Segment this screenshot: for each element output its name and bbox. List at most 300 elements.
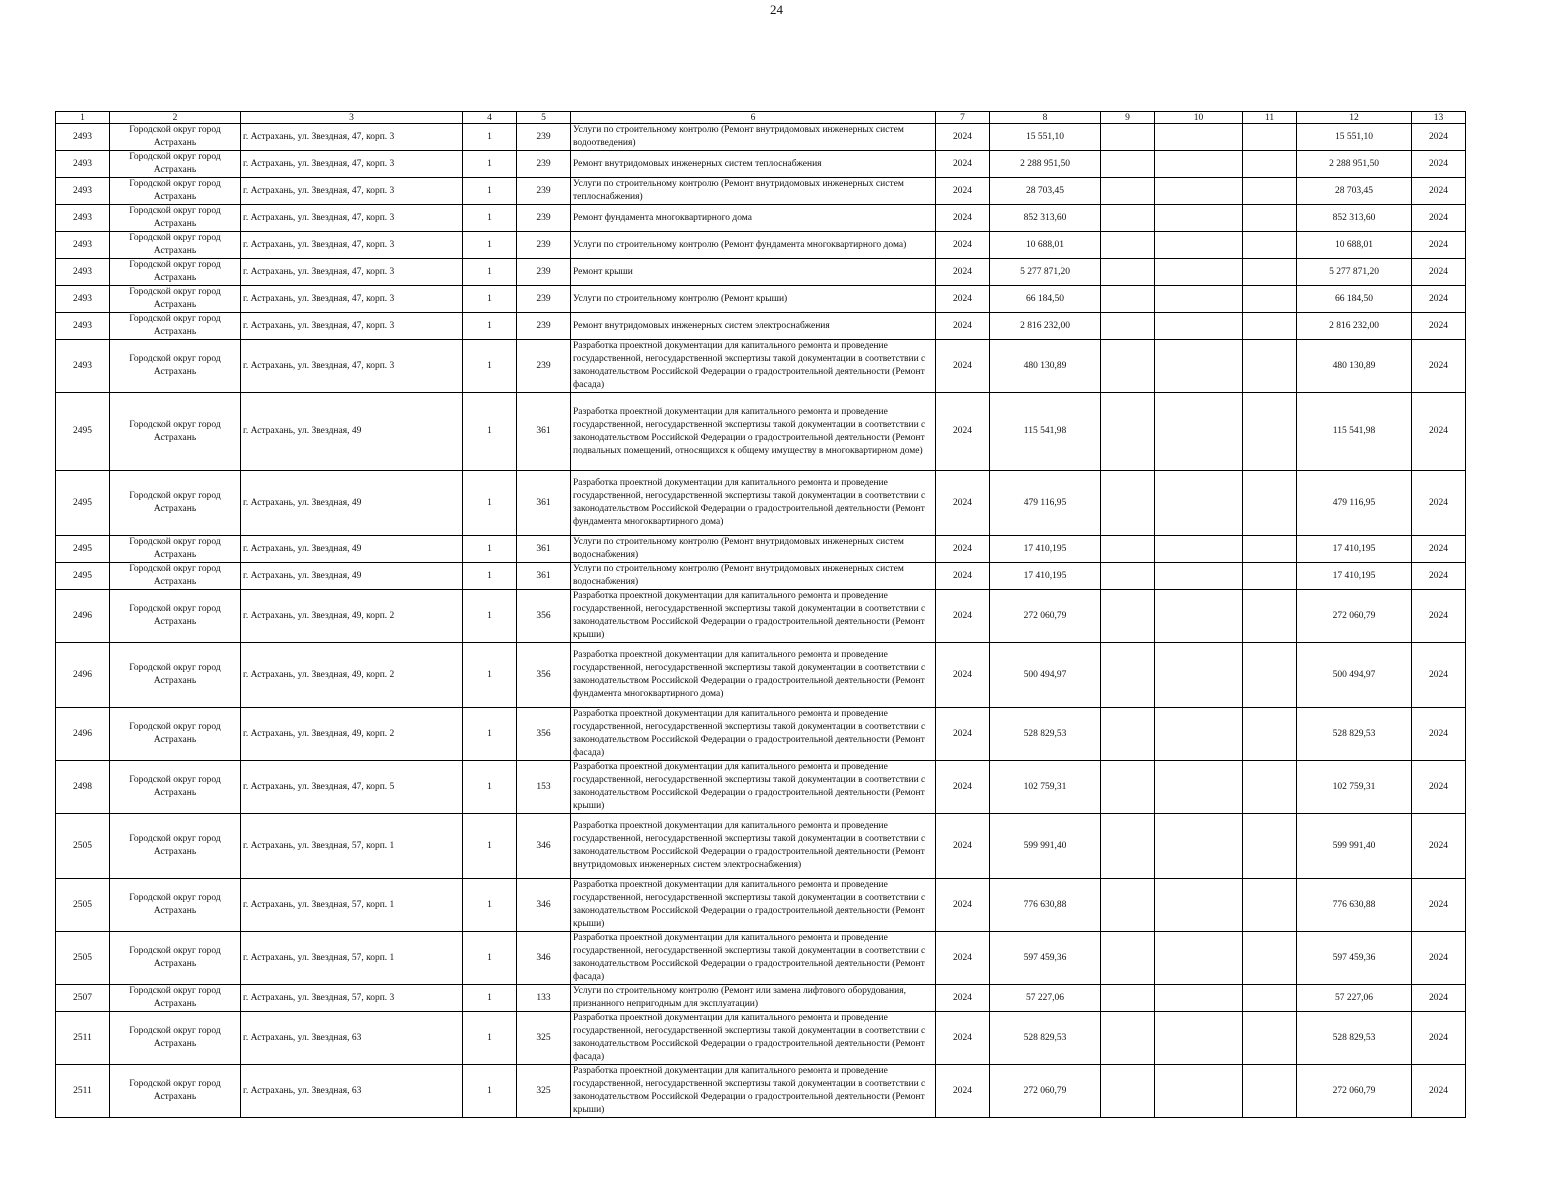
table-row: [56, 124, 1466, 151]
cell-col10: [1155, 563, 1243, 590]
cell-municipality: Городской округ город Астрахань: [110, 259, 241, 286]
cell-col9: [1101, 932, 1155, 985]
cell-municipality: Городской округ город Астрахань: [110, 932, 241, 985]
cell-col12: 17 410,195: [1297, 563, 1412, 590]
cell-number: 2505: [56, 879, 110, 932]
cell-cost: 597 459,36: [990, 932, 1101, 985]
cell-col10: [1155, 393, 1243, 471]
cell-col4: 1: [463, 985, 517, 1012]
table-row: [56, 1012, 1466, 1065]
cell-col9: [1101, 708, 1155, 761]
cell-col13: 2024: [1412, 536, 1466, 563]
cell-address: г. Астрахань, ул. Звездная, 47, корп. 3: [241, 124, 463, 151]
cell-col9: [1101, 643, 1155, 708]
cell-col9: [1101, 205, 1155, 232]
cell-number: 2498: [56, 761, 110, 814]
cell-year: 2024: [936, 643, 990, 708]
cell-col9: [1101, 313, 1155, 340]
column-header: 4: [463, 112, 517, 124]
cell-col10: [1155, 313, 1243, 340]
cell-number: 2495: [56, 471, 110, 536]
cell-col13: 2024: [1412, 178, 1466, 205]
cell-col12: 10 688,01: [1297, 232, 1412, 259]
cell-col11: [1243, 340, 1297, 393]
cell-municipality: Городской округ город Астрахань: [110, 1012, 241, 1065]
cell-col11: [1243, 393, 1297, 471]
cell-col11: [1243, 178, 1297, 205]
cell-col10: [1155, 643, 1243, 708]
cell-col12: 272 060,79: [1297, 1065, 1412, 1118]
cell-address: г. Астрахань, ул. Звездная, 63: [241, 1065, 463, 1118]
cell-col5: 356: [517, 643, 571, 708]
cell-cost: 17 410,195: [990, 563, 1101, 590]
cell-municipality: Городской округ город Астрахань: [110, 232, 241, 259]
column-header: 2: [110, 112, 241, 124]
cell-cost: 272 060,79: [990, 1065, 1101, 1118]
cell-col5: 239: [517, 124, 571, 151]
cell-col10: [1155, 151, 1243, 178]
cell-col12: 500 494,97: [1297, 643, 1412, 708]
cell-col11: [1243, 313, 1297, 340]
cell-municipality: Городской округ город Астрахань: [110, 205, 241, 232]
cell-col10: [1155, 879, 1243, 932]
cell-municipality: Городской округ город Астрахань: [110, 536, 241, 563]
cell-work-type: Разработка проектной документации для капитального ремонта и проведение государственной, негосударственной экспертизы такой документации в соответствии с законодательством Российской Федерации о градостроительной деятельности (Ремонт фасада): [571, 340, 936, 393]
cell-col10: [1155, 932, 1243, 985]
cell-municipality: Городской округ город Астрахань: [110, 178, 241, 205]
cell-col5: 239: [517, 151, 571, 178]
cell-col4: 1: [463, 536, 517, 563]
cell-year: 2024: [936, 932, 990, 985]
cell-work-type: Услуги по строительному контролю (Ремонт внутридомовых инженерных систем водоотведения): [571, 124, 936, 151]
cell-col9: [1101, 761, 1155, 814]
cell-municipality: Городской округ город Астрахань: [110, 563, 241, 590]
cell-col12: 28 703,45: [1297, 178, 1412, 205]
cell-year: 2024: [936, 151, 990, 178]
cell-work-type: Ремонт крыши: [571, 259, 936, 286]
cell-number: 2507: [56, 985, 110, 1012]
cell-col10: [1155, 1065, 1243, 1118]
cell-municipality: Городской округ город Астрахань: [110, 151, 241, 178]
cell-municipality: Городской округ город Астрахань: [110, 393, 241, 471]
cell-cost: 102 759,31: [990, 761, 1101, 814]
cell-cost: 528 829,53: [990, 708, 1101, 761]
table-row: [56, 1065, 1466, 1118]
cell-year: 2024: [936, 563, 990, 590]
cell-work-type: Услуги по строительному контролю (Ремонт внутридомовых инженерных систем теплоснабжения): [571, 178, 936, 205]
cell-col12: 2 288 951,50: [1297, 151, 1412, 178]
cell-year: 2024: [936, 124, 990, 151]
cell-col12: 66 184,50: [1297, 286, 1412, 313]
cell-col11: [1243, 1012, 1297, 1065]
cell-col9: [1101, 590, 1155, 643]
cell-col9: [1101, 471, 1155, 536]
cell-cost: 15 551,10: [990, 124, 1101, 151]
cell-col4: 1: [463, 286, 517, 313]
cell-year: 2024: [936, 340, 990, 393]
column-header: 6: [571, 112, 936, 124]
cell-col12: 528 829,53: [1297, 708, 1412, 761]
cell-col9: [1101, 340, 1155, 393]
cell-municipality: Городской округ город Астрахань: [110, 590, 241, 643]
cell-col5: 239: [517, 178, 571, 205]
table-row: [56, 205, 1466, 232]
table-row: [56, 471, 1466, 536]
cell-col5: 153: [517, 761, 571, 814]
cell-col9: [1101, 286, 1155, 313]
cell-col11: [1243, 879, 1297, 932]
cell-col4: 1: [463, 178, 517, 205]
cell-col10: [1155, 708, 1243, 761]
cell-col12: 5 277 871,20: [1297, 259, 1412, 286]
cell-cost: 480 130,89: [990, 340, 1101, 393]
cell-col4: 1: [463, 590, 517, 643]
cell-col11: [1243, 708, 1297, 761]
cell-col11: [1243, 471, 1297, 536]
cell-number: 2505: [56, 932, 110, 985]
cell-col13: 2024: [1412, 932, 1466, 985]
cell-col5: 361: [517, 563, 571, 590]
cell-address: г. Астрахань, ул. Звездная, 47, корп. 3: [241, 340, 463, 393]
cell-municipality: Городской округ город Астрахань: [110, 313, 241, 340]
table-row: [56, 563, 1466, 590]
column-header: 8: [990, 112, 1101, 124]
cell-col10: [1155, 286, 1243, 313]
cell-col4: 1: [463, 471, 517, 536]
cell-col4: 1: [463, 643, 517, 708]
header-row: [56, 112, 1466, 124]
column-header: 1: [56, 112, 110, 124]
cell-col13: 2024: [1412, 643, 1466, 708]
column-header: 11: [1243, 112, 1297, 124]
cell-address: г. Астрахань, ул. Звездная, 49, корп. 2: [241, 643, 463, 708]
cell-year: 2024: [936, 286, 990, 313]
cell-address: г. Астрахань, ул. Звездная, 63: [241, 1012, 463, 1065]
cell-address: г. Астрахань, ул. Звездная, 57, корп. 1: [241, 814, 463, 879]
cell-col12: 2 816 232,00: [1297, 313, 1412, 340]
cell-year: 2024: [936, 471, 990, 536]
page-number: 24: [770, 2, 783, 17]
cell-cost: 115 541,98: [990, 393, 1101, 471]
cell-address: г. Астрахань, ул. Звездная, 47, корп. 3: [241, 178, 463, 205]
register-table: [55, 111, 1466, 1118]
cell-cost: 272 060,79: [990, 590, 1101, 643]
cell-cost: 479 116,95: [990, 471, 1101, 536]
cell-municipality: Городской округ город Астрахань: [110, 879, 241, 932]
cell-col5: 325: [517, 1012, 571, 1065]
cell-number: 2493: [56, 340, 110, 393]
cell-address: г. Астрахань, ул. Звездная, 47, корп. 3: [241, 151, 463, 178]
cell-col5: 346: [517, 814, 571, 879]
cell-col4: 1: [463, 761, 517, 814]
cell-col9: [1101, 879, 1155, 932]
cell-col4: 1: [463, 340, 517, 393]
cell-col9: [1101, 393, 1155, 471]
cell-address: г. Астрахань, ул. Звездная, 47, корп. 3: [241, 286, 463, 313]
cell-year: 2024: [936, 879, 990, 932]
column-header: 13: [1412, 112, 1466, 124]
cell-work-type: Разработка проектной документации для капитального ремонта и проведение государственной, негосударственной экспертизы такой документации в соответствии с законодательством Российской Федерации о градостроительной деятельности (Ремонт крыши): [571, 1065, 936, 1118]
cell-col12: 528 829,53: [1297, 1012, 1412, 1065]
cell-col13: 2024: [1412, 1012, 1466, 1065]
cell-col5: 133: [517, 985, 571, 1012]
cell-col12: 852 313,60: [1297, 205, 1412, 232]
cell-work-type: Услуги по строительному контролю (Ремонт внутридомовых инженерных систем водоснабжения): [571, 563, 936, 590]
table-row: [56, 393, 1466, 471]
cell-col13: 2024: [1412, 286, 1466, 313]
cell-address: г. Астрахань, ул. Звездная, 49, корп. 2: [241, 708, 463, 761]
cell-col5: 239: [517, 232, 571, 259]
cell-cost: 66 184,50: [990, 286, 1101, 313]
table-row: [56, 932, 1466, 985]
cell-col11: [1243, 985, 1297, 1012]
cell-col12: 597 459,36: [1297, 932, 1412, 985]
cell-col11: [1243, 761, 1297, 814]
cell-work-type: Ремонт фундамента многоквартирного дома: [571, 205, 936, 232]
cell-col10: [1155, 536, 1243, 563]
cell-col5: 239: [517, 313, 571, 340]
cell-work-type: Услуги по строительному контролю (Ремонт крыши): [571, 286, 936, 313]
cell-col5: 325: [517, 1065, 571, 1118]
cell-address: г. Астрахань, ул. Звездная, 49: [241, 536, 463, 563]
cell-col13: 2024: [1412, 393, 1466, 471]
cell-col11: [1243, 205, 1297, 232]
cell-number: 2493: [56, 178, 110, 205]
cell-number: 2493: [56, 259, 110, 286]
cell-col4: 1: [463, 313, 517, 340]
cell-col4: 1: [463, 124, 517, 151]
cell-work-type: Разработка проектной документации для капитального ремонта и проведение государственной, негосударственной экспертизы такой документации в соответствии с законодательством Российской Федерации о градостроительной деятельности (Ремонт фасада): [571, 932, 936, 985]
cell-address: г. Астрахань, ул. Звездная, 57, корп. 1: [241, 879, 463, 932]
cell-number: 2495: [56, 536, 110, 563]
cell-municipality: Городской округ город Астрахань: [110, 814, 241, 879]
cell-municipality: Городской округ город Астрахань: [110, 340, 241, 393]
cell-year: 2024: [936, 590, 990, 643]
cell-municipality: Городской округ город Астрахань: [110, 124, 241, 151]
cell-municipality: Городской округ город Астрахань: [110, 761, 241, 814]
cell-col9: [1101, 1012, 1155, 1065]
cell-col13: 2024: [1412, 205, 1466, 232]
cell-col4: 1: [463, 1012, 517, 1065]
cell-col10: [1155, 471, 1243, 536]
cell-col5: 239: [517, 286, 571, 313]
column-header: 10: [1155, 112, 1243, 124]
table-row: [56, 151, 1466, 178]
cell-municipality: Городской округ город Астрахань: [110, 985, 241, 1012]
cell-year: 2024: [936, 536, 990, 563]
cell-col13: 2024: [1412, 1065, 1466, 1118]
table-row: [56, 643, 1466, 708]
table-row: [56, 985, 1466, 1012]
cell-col12: 776 630,88: [1297, 879, 1412, 932]
cell-col4: 1: [463, 151, 517, 178]
cell-year: 2024: [936, 1012, 990, 1065]
cell-col10: [1155, 178, 1243, 205]
cell-year: 2024: [936, 259, 990, 286]
cell-col12: 272 060,79: [1297, 590, 1412, 643]
cell-col13: 2024: [1412, 985, 1466, 1012]
cell-col13: 2024: [1412, 761, 1466, 814]
cell-col13: 2024: [1412, 563, 1466, 590]
cell-col4: 1: [463, 205, 517, 232]
table-row: [56, 313, 1466, 340]
cell-number: 2496: [56, 590, 110, 643]
cell-cost: 776 630,88: [990, 879, 1101, 932]
cell-number: 2493: [56, 151, 110, 178]
cell-col9: [1101, 536, 1155, 563]
cell-col13: 2024: [1412, 708, 1466, 761]
cell-col4: 1: [463, 259, 517, 286]
cell-cost: 599 991,40: [990, 814, 1101, 879]
cell-year: 2024: [936, 1065, 990, 1118]
cell-col5: 361: [517, 471, 571, 536]
cell-work-type: Разработка проектной документации для капитального ремонта и проведение государственной, негосударственной экспертизы такой документации в соответствии с законодательством Российской Федерации о градостроительной деятельности (Ремонт фасада): [571, 708, 936, 761]
cell-address: г. Астрахань, ул. Звездная, 49: [241, 471, 463, 536]
cell-municipality: Городской округ город Астрахань: [110, 286, 241, 313]
table-row: [56, 814, 1466, 879]
cell-col4: 1: [463, 393, 517, 471]
cell-work-type: Услуги по строительному контролю (Ремонт внутридомовых инженерных систем водоснабжения): [571, 536, 936, 563]
cell-col12: 599 991,40: [1297, 814, 1412, 879]
cell-col10: [1155, 814, 1243, 879]
cell-col9: [1101, 1065, 1155, 1118]
cell-col5: 239: [517, 205, 571, 232]
cell-work-type: Разработка проектной документации для капитального ремонта и проведение государственной, негосударственной экспертизы такой документации в соответствии с законодательством Российской Федерации о градостроительной деятельности (Ремонт фундамента многоквартирного дома): [571, 643, 936, 708]
cell-cost: 5 277 871,20: [990, 259, 1101, 286]
cell-cost: 852 313,60: [990, 205, 1101, 232]
column-header: 7: [936, 112, 990, 124]
cell-number: 2495: [56, 393, 110, 471]
cell-col10: [1155, 259, 1243, 286]
cell-cost: 500 494,97: [990, 643, 1101, 708]
cell-number: 2493: [56, 205, 110, 232]
cell-col11: [1243, 563, 1297, 590]
cell-number: 2511: [56, 1065, 110, 1118]
table-row: [56, 286, 1466, 313]
cell-year: 2024: [936, 232, 990, 259]
cell-col10: [1155, 590, 1243, 643]
cell-col11: [1243, 1065, 1297, 1118]
column-header: 9: [1101, 112, 1155, 124]
cell-year: 2024: [936, 761, 990, 814]
cell-col11: [1243, 286, 1297, 313]
table-row: [56, 340, 1466, 393]
cell-col10: [1155, 340, 1243, 393]
cell-col5: 356: [517, 708, 571, 761]
cell-work-type: Разработка проектной документации для капитального ремонта и проведение государственной, негосударственной экспертизы такой документации в соответствии с законодательством Российской Федерации о градостроительной деятельности (Ремонт фундамента многоквартирного дома): [571, 471, 936, 536]
cell-col13: 2024: [1412, 590, 1466, 643]
cell-col4: 1: [463, 932, 517, 985]
cell-address: г. Астрахань, ул. Звездная, 47, корп. 3: [241, 232, 463, 259]
cell-col10: [1155, 124, 1243, 151]
cell-municipality: Городской округ город Астрахань: [110, 708, 241, 761]
cell-number: 2505: [56, 814, 110, 879]
cell-col5: 239: [517, 259, 571, 286]
column-header: 3: [241, 112, 463, 124]
table-row: [56, 178, 1466, 205]
cell-col13: 2024: [1412, 814, 1466, 879]
cell-year: 2024: [936, 393, 990, 471]
cell-col9: [1101, 259, 1155, 286]
cell-address: г. Астрахань, ул. Звездная, 57, корп. 3: [241, 985, 463, 1012]
cell-work-type: Разработка проектной документации для капитального ремонта и проведение государственной, негосударственной экспертизы такой документации в соответствии с законодательством Российской Федерации о градостроительной деятельности (Ремонт фасада): [571, 1012, 936, 1065]
cell-cost: 2 816 232,00: [990, 313, 1101, 340]
cell-col10: [1155, 985, 1243, 1012]
cell-col12: 57 227,06: [1297, 985, 1412, 1012]
cell-col4: 1: [463, 232, 517, 259]
cell-cost: 528 829,53: [990, 1012, 1101, 1065]
cell-col12: 102 759,31: [1297, 761, 1412, 814]
cell-col5: 239: [517, 340, 571, 393]
cell-col5: 346: [517, 932, 571, 985]
cell-col11: [1243, 814, 1297, 879]
cell-year: 2024: [936, 814, 990, 879]
cell-work-type: Разработка проектной документации для капитального ремонта и проведение государственной, негосударственной экспертизы такой документации в соответствии с законодательством Российской Федерации о градостроительной деятельности (Ремонт внутридомовых инженерных систем электроснабжения): [571, 814, 936, 879]
cell-col13: 2024: [1412, 471, 1466, 536]
cell-col11: [1243, 590, 1297, 643]
cell-address: г. Астрахань, ул. Звездная, 47, корп. 3: [241, 313, 463, 340]
cell-col13: 2024: [1412, 124, 1466, 151]
cell-cost: 17 410,195: [990, 536, 1101, 563]
cell-number: 2511: [56, 1012, 110, 1065]
column-header: 5: [517, 112, 571, 124]
cell-work-type: Ремонт внутридомовых инженерных систем электроснабжения: [571, 313, 936, 340]
cell-col10: [1155, 232, 1243, 259]
cell-cost: 28 703,45: [990, 178, 1101, 205]
cell-col9: [1101, 814, 1155, 879]
table-row: [56, 879, 1466, 932]
cell-col9: [1101, 151, 1155, 178]
cell-address: г. Астрахань, ул. Звездная, 49: [241, 393, 463, 471]
cell-municipality: Городской округ город Астрахань: [110, 643, 241, 708]
cell-col13: 2024: [1412, 232, 1466, 259]
cell-col11: [1243, 124, 1297, 151]
cell-year: 2024: [936, 985, 990, 1012]
cell-col4: 1: [463, 563, 517, 590]
cell-number: 2495: [56, 563, 110, 590]
cell-number: 2493: [56, 232, 110, 259]
table-row: [56, 232, 1466, 259]
cell-address: г. Астрахань, ул. Звездная, 47, корп. 3: [241, 205, 463, 232]
cell-col5: 346: [517, 879, 571, 932]
cell-col11: [1243, 151, 1297, 178]
cell-work-type: Ремонт внутридомовых инженерных систем теплоснабжения: [571, 151, 936, 178]
cell-municipality: Городской округ город Астрахань: [110, 1065, 241, 1118]
cell-work-type: Разработка проектной документации для капитального ремонта и проведение государственной, негосударственной экспертизы такой документации в соответствии с законодательством Российской Федерации о градостроительной деятельности (Ремонт крыши): [571, 879, 936, 932]
cell-cost: 10 688,01: [990, 232, 1101, 259]
cell-col9: [1101, 232, 1155, 259]
cell-address: г. Астрахань, ул. Звездная, 57, корп. 1: [241, 932, 463, 985]
cell-col12: 479 116,95: [1297, 471, 1412, 536]
cell-col11: [1243, 536, 1297, 563]
cell-number: 2493: [56, 286, 110, 313]
cell-address: г. Астрахань, ул. Звездная, 49: [241, 563, 463, 590]
table-row: [56, 259, 1466, 286]
table-row: [56, 708, 1466, 761]
cell-col12: 480 130,89: [1297, 340, 1412, 393]
cell-work-type: Разработка проектной документации для капитального ремонта и проведение государственной, негосударственной экспертизы такой документации в соответствии с законодательством Российской Федерации о градостроительной деятельности (Ремонт крыши): [571, 761, 936, 814]
cell-col11: [1243, 259, 1297, 286]
cell-col5: 361: [517, 393, 571, 471]
cell-col12: 115 541,98: [1297, 393, 1412, 471]
column-header: 12: [1297, 112, 1412, 124]
cell-col5: 361: [517, 536, 571, 563]
cell-col10: [1155, 205, 1243, 232]
cell-number: 2493: [56, 124, 110, 151]
cell-col13: 2024: [1412, 313, 1466, 340]
cell-col13: 2024: [1412, 151, 1466, 178]
cell-col11: [1243, 232, 1297, 259]
